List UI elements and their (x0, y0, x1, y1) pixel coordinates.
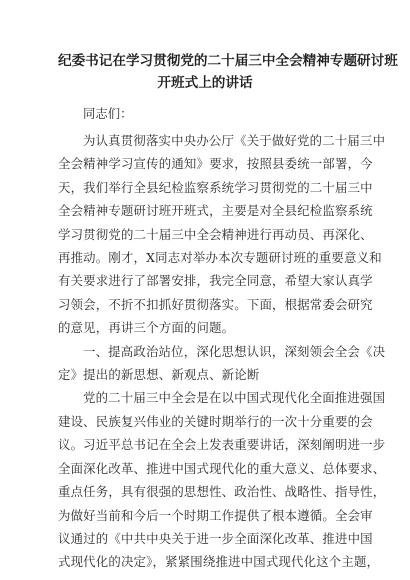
section-heading-line: 一、提高政治站位，深化思想认识，深刻领会全会《决 (83, 343, 386, 359)
paragraph-line: 为认真贯彻落实中央办公厅《关于做好党的二十届三中 (83, 133, 386, 148)
paragraph-line: 的意见，再讲三个方面的问题。 (58, 320, 235, 336)
paragraph-line: 天，我们举行全县纪检监察系统学习贯彻党的二十届三中 (58, 179, 373, 195)
document-title (58, 50, 398, 94)
paragraph-line: 再推动。刚才，X同志对举办本次专题研讨班的重要意义和 (58, 250, 382, 266)
paragraph-line: 全面深化改革、推进中国式现代化的重大意义、总体要求、 (58, 460, 386, 476)
paragraph-line: 议通过的《中共中央关于进一步全面深化改革、推进中国 (58, 530, 373, 546)
paragraph-line: 议。习近平总书记在全会上发表重要讲话，深刻阐明进一步 (58, 437, 386, 453)
title-line-2: 开班式上的讲话 (157, 75, 253, 91)
paragraph-body (58, 386, 386, 573)
paragraph-line: 全会精神专题研讨班开班式，主要是对全县纪检监察系统 (58, 203, 373, 219)
section-heading-1 (58, 340, 386, 387)
paragraph-line: 重点任务，具有很强的思想性、政治性、战略性、指导性， (58, 484, 386, 500)
paragraph-line: 有关要求进行了部署安排，我完全同意，希望大家认真学 (58, 273, 373, 289)
paragraph-line: 学习贯彻党的二十届三中全会精神进行再动员、再深化、 (58, 226, 373, 242)
paragraph-line: 党的二十届三中全会是在以中国式现代化全面推进强国 (83, 390, 386, 406)
paragraph-line: 全会精神学习宣传的通知》要求，按照县委统一部署，今 (58, 156, 373, 172)
paragraph-line: 建设、民族复兴伟业的关键时期举行的一次十分重要的会 (58, 413, 373, 429)
salutation: 同志们： (83, 106, 133, 121)
section-heading-line: 定》提出的新思想、新观点、新论断 (58, 367, 260, 383)
title-line-1: 纪委书记在学习贯彻党的二十届三中全会精神专题研讨班 (58, 53, 398, 69)
paragraph-intro (58, 129, 386, 340)
paragraph-line: 为做好当前和今后一个时期工作提供了根本遵循。全会审 (58, 507, 373, 523)
paragraph-line: 式现代化的决定》，紧紧围绕推进中国式现代化这个主题， (58, 554, 380, 570)
paragraph-line: 习领会，不折不扣抓好贯彻落实。下面，根据常委会研究 (58, 296, 373, 312)
